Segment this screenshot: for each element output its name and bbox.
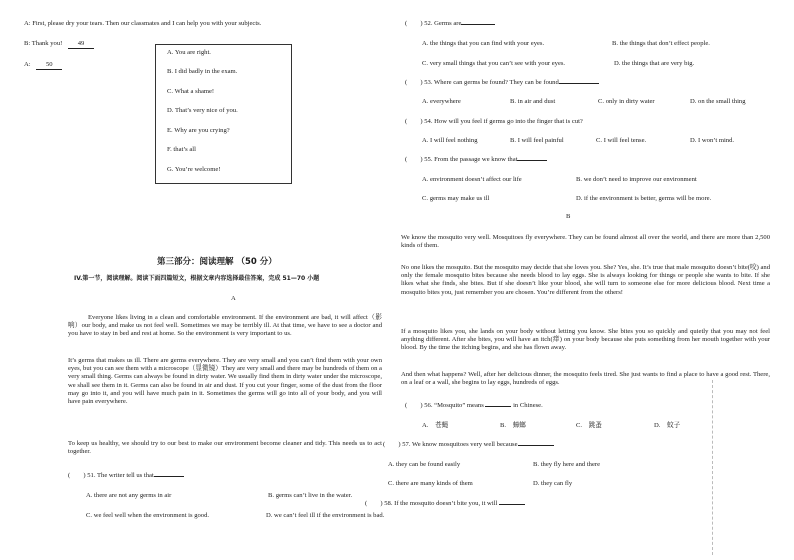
q52-option-b[interactable]: B. the things that don’t effect people. (612, 40, 710, 47)
q53-option-b[interactable]: B. in air and dust (510, 98, 556, 105)
option-a: A. You are right. (167, 49, 211, 56)
passage-b-paragraph-3: If a mosquito likes you, she lands on your body without letting you know. She bites you so quickly and quietly that you may not feel anything different. After she bites, you will have an itch(痒) on your body because she puts something from her mouth together with your blood. By the time the itching begins, and she has flown away. (401, 328, 770, 352)
option-e: E. Why are you crying? (167, 127, 230, 134)
q56-option-b[interactable] (500, 421, 526, 430)
question-53-stem: 53. Where can germs be found? They can be found (424, 79, 559, 86)
passage-a-paragraph-1: Everyone likes living in a clean and comfortable environment. If the environment are bad, it will affect（影响）our body, and make us not feel well. Sometimes we may be terribly ill. At that time, we have to see a doctor and you have to stay in bed and rest at home. So the environment is very important to us. (68, 314, 382, 338)
answer-blank-49[interactable]: 49 (68, 40, 94, 49)
question-58-stem: 58. If the mosquito doesn’t bite you, it will (384, 500, 498, 507)
q55-option-b[interactable]: B. we don’t need to improve our environment (576, 176, 697, 183)
passage-b-paragraph-4: And then what happens? Well, after her delicious dinner, the mosquito feels tired. She just wants to find a place to have a good rest. There, on a leaf or a wall, she begins to lay eggs, hundreds of eggs. (401, 371, 770, 387)
q56-option-c-letter: C. (576, 422, 583, 429)
q52-option-d[interactable]: D. the things that are very big. (614, 60, 695, 67)
question-56-tail: in Chinese. (513, 402, 543, 409)
question-53-blank[interactable] (559, 83, 599, 84)
passage-b-label: B (566, 213, 571, 220)
q57-option-c[interactable]: C. there are many kinds of them (388, 480, 473, 487)
q57-option-b[interactable]: B. they fly here and there (533, 461, 601, 468)
question-58-blank[interactable] (499, 504, 525, 505)
dialogue-line-3 (24, 61, 62, 70)
question-57 (383, 441, 554, 449)
q57-option-d[interactable]: D. they can fly (533, 480, 573, 487)
answer-paren-55[interactable]: ( ) (405, 156, 423, 163)
answer-blank-50[interactable]: 50 (36, 61, 62, 70)
section-title: 第三部分：阅读理解 （50 分） (157, 257, 277, 267)
q54-option-b[interactable]: B. I will feel painful (510, 137, 564, 144)
answer-paren-58[interactable]: ( ) (365, 500, 383, 507)
passage-a-label: A (231, 295, 236, 302)
q51-option-b[interactable]: B. germs can’t live in the water. (268, 492, 353, 499)
q56-option-d-text: 蚊子 (667, 421, 681, 429)
q53-option-d[interactable]: D. on the small thing (690, 98, 746, 105)
dialogue-line-3-text: A: (24, 61, 31, 68)
question-52-blank[interactable] (461, 24, 495, 25)
passage-a-paragraph-2: It’s germs that makes us ill. There are germs everywhere. They are very small and you can’t find them with your own eyes, but you can see them with a microscope（显微镜）They are very small and there may be hundreds of them on a very small thing. Germs can always be found in dirty water. We usually find them in dirty water under the microscope, we shall see them in it. Germs can also be found in air and dust. If you cut your finger, some of the dust from the floor may go into it, and you will have much pain in it. Sometimes the germs will go into all of your body, and you will have pain everywhere. (68, 357, 382, 406)
dialogue-line-2-text: B: Thank you! (24, 40, 63, 47)
option-g: G. You’re welcome! (167, 166, 221, 173)
q51-option-a[interactable]: A. there are not any germs in air (86, 492, 172, 499)
question-58 (365, 500, 525, 508)
question-55 (405, 156, 547, 164)
options-box (155, 44, 292, 184)
question-54 (405, 118, 583, 126)
question-54-stem: 54. How will you feel if germs go into the finger that is cut? (424, 118, 583, 125)
q56-option-a-text: 苍蝇 (435, 421, 449, 429)
option-b: B. I did badly in the exam. (167, 68, 238, 75)
question-51 (68, 472, 184, 480)
answer-paren-56[interactable]: ( ) (405, 402, 423, 409)
q56-option-a[interactable] (422, 421, 448, 430)
q56-option-b-text: 蟑螂 (512, 421, 526, 429)
q56-option-c[interactable] (576, 421, 602, 430)
question-56-stem: 56. “Mosquito” means (424, 402, 484, 409)
q56-option-c-text: 跳蚤 (588, 421, 602, 429)
q56-option-b-letter: B. (500, 422, 507, 429)
question-52-stem: 52. Germs are (424, 20, 462, 27)
q51-option-c[interactable]: C. we feel well when the environment is good. (86, 512, 210, 519)
question-56-blank[interactable] (485, 406, 511, 407)
answer-paren-52[interactable]: ( ) (405, 20, 423, 27)
answer-paren-54[interactable]: ( ) (405, 118, 423, 125)
page-fold-line (712, 380, 721, 555)
q52-option-a[interactable]: A. the things that you can find with your eyes. (422, 40, 545, 47)
question-51-blank[interactable] (154, 476, 184, 477)
q54-option-d[interactable]: D. I won’t mind. (690, 137, 735, 144)
dialogue-line-2 (24, 40, 94, 49)
question-55-blank[interactable] (517, 160, 547, 161)
passage-a-paragraph-3: To keep us healthy, we should try to our best to make our environment become cleaner and tidy. This needs us to act together. (68, 440, 382, 456)
q56-option-d[interactable] (654, 421, 680, 430)
question-57-stem: 57. We know mosquitoes very well because (402, 441, 518, 448)
question-55-stem: 55. From the passage we know that (424, 156, 518, 163)
option-d: D. That’s very nice of you. (167, 107, 238, 114)
q54-option-a[interactable]: A. I will feel nothing (422, 137, 478, 144)
passage-b-paragraph-2: No one likes the mosquito. But the mosquito may decide that she loves you. She? Yes, she. It’s true that male mosquito doesn’t bite(咬) and only the female mosquito bites because she needs blood to lay eggs. She is always looking for things or people she wants to bite. If she likes what she finds, she bites. But if she doesn’t like your blood, she will turn to someone else for more delicious blood. Next time a mosquito bites you, just remember you are chosen. You’re different from the others! (401, 264, 770, 296)
question-51-stem: 51. The writer tell us that (87, 472, 154, 479)
q54-option-c[interactable]: C. I will feel tense. (596, 137, 647, 144)
q56-option-d-letter: D. (654, 422, 661, 429)
question-57-blank[interactable] (518, 445, 554, 446)
answer-paren-57[interactable]: ( ) (383, 441, 401, 448)
q52-option-c[interactable]: C. very small things that you can’t see with your eyes. (422, 60, 566, 67)
question-52 (405, 20, 495, 28)
passage-b-paragraph-1: We know the mosquito very well. Mosquitoes fly everywhere. They can be found almost all over the world, and there are more than 2,500 kinds of them. (401, 234, 770, 250)
option-c: C. What a shame! (167, 88, 215, 95)
q55-option-d[interactable]: D. if the environment is better, germs will be more. (576, 195, 712, 202)
q56-option-a-letter: A. (422, 422, 429, 429)
option-f: F. that’s all (167, 146, 196, 153)
q53-option-a[interactable]: A. everywhere (422, 98, 461, 105)
q55-option-c[interactable]: C. germs may make us ill (422, 195, 490, 202)
answer-paren-51[interactable]: ( ) (68, 472, 86, 479)
q57-option-a[interactable]: A. they can be found easily (388, 461, 461, 468)
question-53 (405, 79, 599, 87)
q53-option-c[interactable]: C. only in dirty water (598, 98, 655, 105)
answer-paren-53[interactable]: ( ) (405, 79, 423, 86)
section-instruction: IV.第一节，阅读理解。阅读下面四篇短文，根据文章内容选择最佳答案，完成 51—70 小题 (74, 275, 320, 282)
q55-option-a[interactable]: A. environment doesn’t affect our life (422, 176, 522, 183)
q51-option-d[interactable]: D. we can’t feel ill if the environment is bad. (266, 512, 385, 519)
dialogue-line-1: A: First, please dry your tears. Then our classmates and I can help you with your subjects. (24, 20, 262, 27)
question-56 (405, 402, 543, 410)
